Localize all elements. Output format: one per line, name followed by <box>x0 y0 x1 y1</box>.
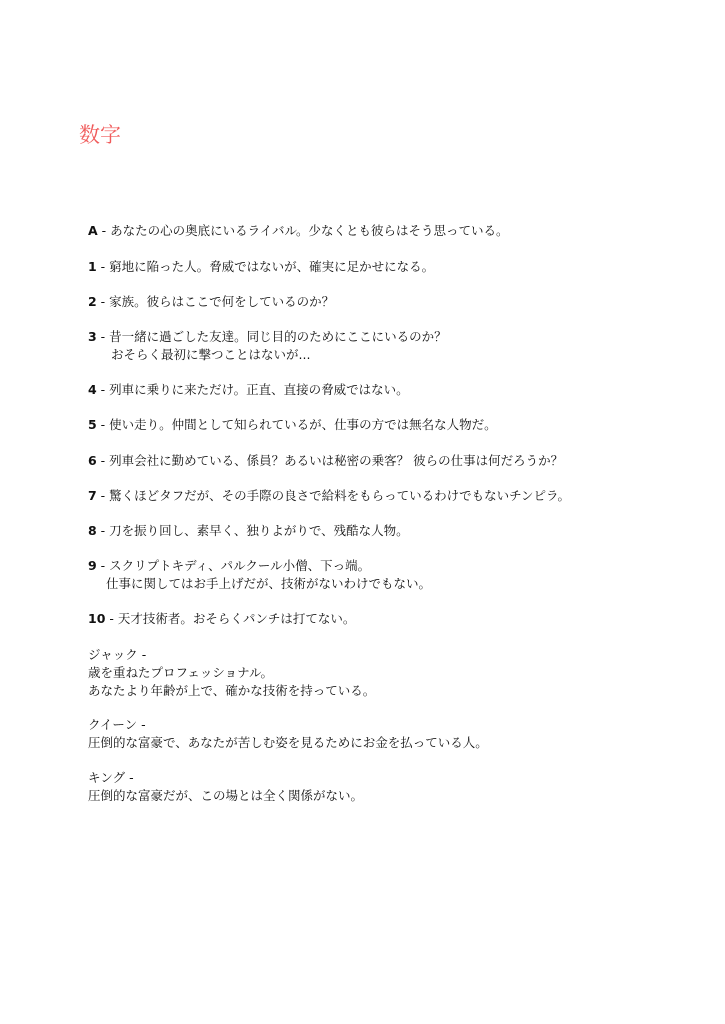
entry-1 <box>88 258 708 276</box>
entry-separator: - <box>105 611 118 626</box>
entry-separator: - <box>96 259 110 274</box>
entry-separator: - <box>96 453 110 468</box>
entry-text: 昔一緒に過ごした友達。同じ目的のためにここにいるのか？ <box>109 329 447 344</box>
entry-key: A <box>88 223 98 238</box>
entry-8 <box>88 522 708 540</box>
entry-4 <box>88 381 708 399</box>
entry-10 <box>88 610 708 628</box>
entry-text: 驚くほどタフだが、その手際の良さで給料をもらっているわけでもないチンピラ。 <box>109 488 571 503</box>
entry-separator: - <box>96 329 110 344</box>
entry-separator: - <box>96 558 110 573</box>
entry-key: 4 <box>88 382 97 397</box>
entry-text: 天才技術者。おそらくパンチは打てない。 <box>117 611 356 626</box>
entry-7 <box>88 487 708 505</box>
entry-text: 列車会社に勤めている、係員？あるいは秘密の乗客？ 彼らの仕事は何だろうか？ <box>109 453 564 468</box>
entry-key: 7 <box>88 488 97 503</box>
entry-text: スクリプトキディ、パルクール小僧、下っ端。 <box>109 558 371 573</box>
face-queen <box>88 716 708 752</box>
entry-separator: - <box>96 382 110 397</box>
entry-text-continued: おそらく最初に撃つことはないが... <box>111 347 311 362</box>
entry-6 <box>88 452 708 470</box>
entry-key: 6 <box>88 453 97 468</box>
face-heading: キング - <box>88 770 134 785</box>
entry-5 <box>88 416 708 434</box>
face-king <box>88 769 708 805</box>
entry-key: 8 <box>88 523 97 538</box>
face-text: 圧倒的な富豪で、あなたが苦しむ姿を見るためにお金を払っている人。 <box>88 735 488 750</box>
entry-text: 刀を振り回し、素早く、独りよがりで、残酷な人物。 <box>109 523 409 538</box>
entry-key: 1 <box>88 259 97 274</box>
entry-text-continued: 仕事に関してはお手上げだが、技術がないわけでもない。 <box>106 576 432 591</box>
entry-text: 列車に乗りに来ただけ。正直、直接の脅威ではない。 <box>109 382 409 397</box>
entry-text: 家族。彼らはここで何をしているのか？ <box>109 294 335 309</box>
entry-separator: - <box>97 223 111 238</box>
entry-separator: - <box>96 417 110 432</box>
entry-key: 9 <box>88 558 97 573</box>
entry-key: 3 <box>88 329 97 344</box>
face-text: 歳を重ねたプロフェッショナル。 <box>88 665 274 680</box>
entry-key: 5 <box>88 417 97 432</box>
entry-separator: - <box>96 488 110 503</box>
entry-separator: - <box>96 294 110 309</box>
page-title: 数字 <box>79 123 121 147</box>
entry-3 <box>88 328 708 364</box>
entry-a <box>88 222 708 240</box>
entry-text: あなたの心の奥底にいるライバル。少なくとも彼らはそう思っている。 <box>110 223 509 238</box>
entry-key: 10 <box>88 611 106 626</box>
entry-key: 2 <box>88 294 97 309</box>
entry-text: 窮地に陥った人。脅威ではないが、確実に足かせになる。 <box>109 259 435 274</box>
face-heading: クイーン - <box>88 717 146 732</box>
face-jack <box>88 646 708 700</box>
face-text: 圧倒的な富豪だが、この場とは全く関係がない。 <box>88 788 364 803</box>
entry-2 <box>88 293 708 311</box>
face-text: あなたより年齢が上で、確かな技術を持っている。 <box>88 683 376 698</box>
face-heading: ジャック - <box>88 647 147 662</box>
entry-9 <box>88 557 708 593</box>
entry-text: 使い走り。仲間として知られているが、仕事の方では無名な人物だ。 <box>109 417 497 432</box>
entry-separator: - <box>96 523 110 538</box>
